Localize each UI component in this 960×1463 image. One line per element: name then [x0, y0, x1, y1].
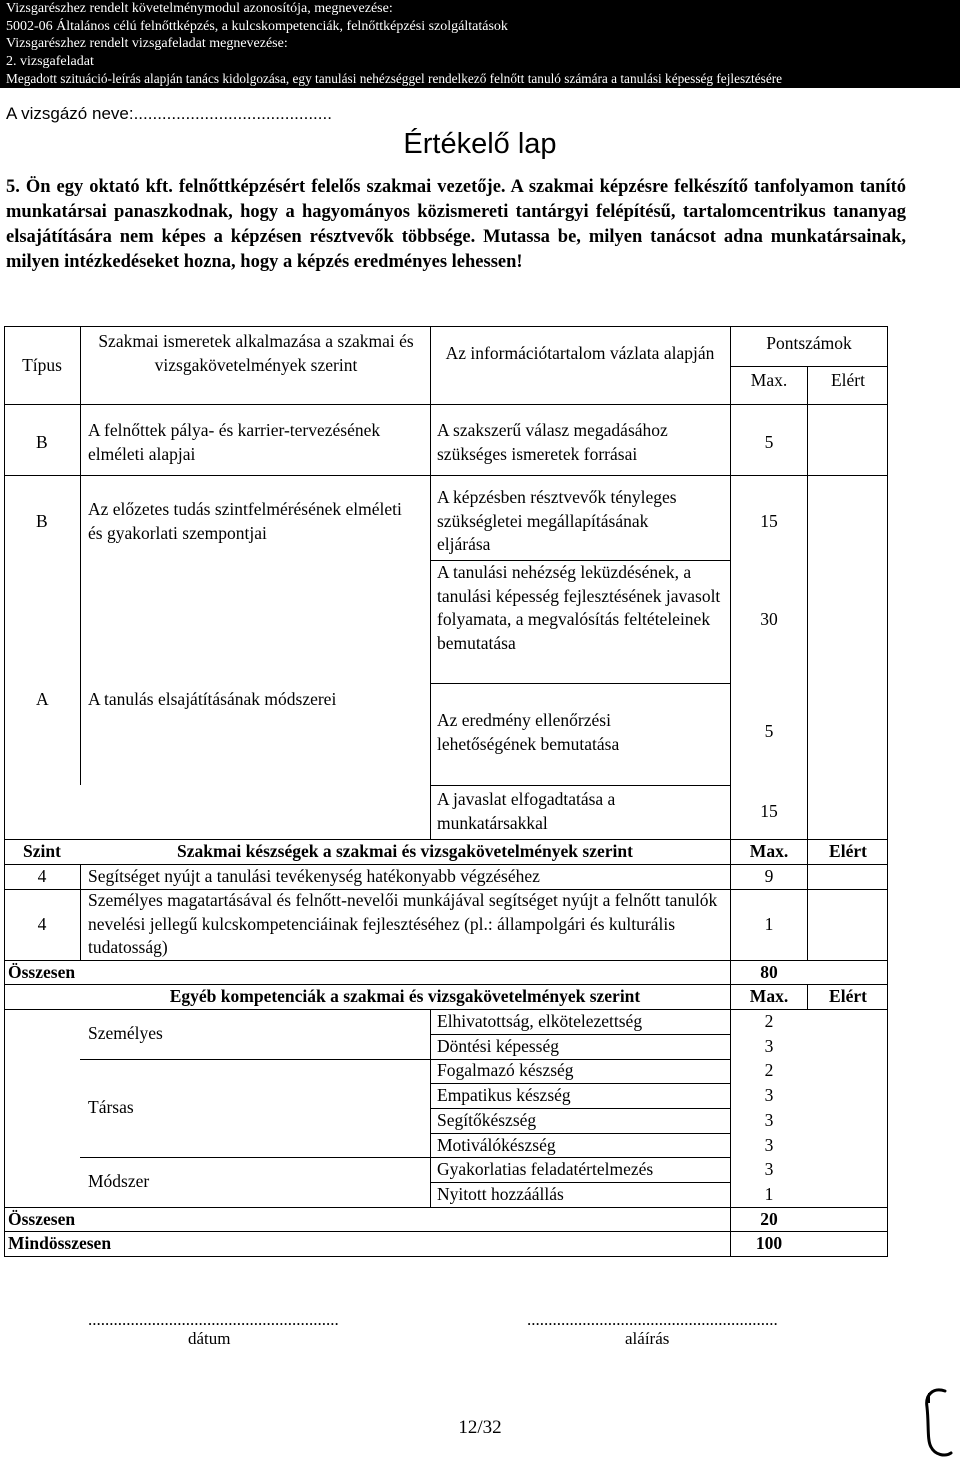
skills-max-header: Max.	[749, 841, 789, 861]
row-max: 15	[760, 801, 778, 821]
skill-level: 4	[37, 914, 47, 934]
examinee-name-field: A vizsgázó neve:..........................................	[6, 104, 332, 123]
competency-max: 2	[764, 1011, 774, 1031]
competency-max: 3	[764, 1085, 774, 1105]
date-label: dátum	[188, 1329, 231, 1348]
total-value: 20	[760, 1209, 778, 1229]
row-type: B	[36, 511, 48, 531]
col-header-achieved: Elért	[830, 370, 865, 390]
header-line-2: 5002-06 Általános célú felnőttképzés, a kulcskompetenciák, felnőttképzési szolgáltatások	[6, 18, 508, 34]
other-achieved-header: Elért	[829, 986, 867, 1006]
competency-item: Elhivatottság, elkötelezettség	[437, 1011, 643, 1031]
skill-text: Személyes magatartásával és felnőtt-nevelői munkájával segítséget nyújt a felnőtt tanulók nevelési jellegű kulcskompetenciáinak fejlesztéséhez (pl.: állampolgári és kulturális tudatosság)	[88, 890, 718, 957]
col-header-knowledge: Szakmai ismeretek alkalmazása a szakmai és vizsgakövetelmények szerint	[98, 331, 414, 375]
header-line-4: 2. vizsgafeladat	[6, 53, 94, 69]
task-description: 5. Ön egy oktató kft. felnőttképzésért felelős szakmai vezetője. A szakmai képzésre felkészítő tanfolyamon tanító munkatársai panaszkodnak, hogy a hagyományos közismereti tantárgyi felépítésű, tartalomcentrikus tananyag elsajátítására nem képes a képzésen résztvevők többsége. Mutassa be, milyen tanácsot adna munkatársainak, milyen intézkedéseket hozna, hogy a képzés eredményes lehessen!	[6, 177, 906, 272]
row-outline: A szakszerű válasz megadásához szükséges ismeretek forrásai	[437, 420, 668, 464]
row-max: 30	[760, 609, 778, 629]
competency-max: 3	[764, 1036, 774, 1056]
row-max: 5	[764, 721, 774, 741]
competency-item: Segítőkészség	[437, 1110, 537, 1130]
grand-total-label: Mindösszesen	[8, 1233, 112, 1253]
skills-achieved-header: Elért	[829, 841, 867, 861]
competency-max: 3	[764, 1159, 774, 1179]
page-number: 12/32	[458, 1417, 502, 1438]
competency-max: 1	[764, 1184, 774, 1204]
col-header-points: Pontszámok	[766, 333, 852, 353]
skill-max: 9	[764, 866, 774, 886]
competency-max: 2	[764, 1060, 774, 1080]
competency-group: Személyes	[88, 1023, 163, 1043]
col-header-outline: Az információtartalom vázlata alapján	[445, 343, 715, 363]
row-knowledge: A tanulás elsajátításának módszerei	[88, 689, 337, 709]
skill-text: Segítséget nyújt a tanulási tevékenység hatékonyabb végzéséhez	[88, 866, 540, 886]
signature-label: aláírás	[625, 1329, 670, 1348]
row-max: 15	[760, 511, 778, 531]
competency-max: 3	[764, 1110, 774, 1130]
row-type: B	[36, 432, 48, 452]
competency-item: Fogalmazó készség	[437, 1060, 574, 1080]
row-knowledge: Az előzetes tudás szintfelmérésének elméleti és gyakorlati szempontjai	[88, 499, 402, 543]
row-outline: A tanulási nehézség leküzdésének, a tanulási képesség fejlesztésének javasolt folyamata, a megvalósítás feltételeinek bemutatása	[437, 562, 721, 653]
page-title: Értékelő lap	[403, 128, 557, 160]
col-header-max: Max.	[750, 370, 788, 390]
competency-item: Motiválókészség	[437, 1135, 556, 1155]
competency-group: Módszer	[88, 1171, 150, 1191]
competency-item: Empatikus készség	[437, 1085, 571, 1105]
total-label: Összesen	[8, 1209, 76, 1229]
row-outline: Az eredmény ellenőrzési lehetőségének bemutatása	[437, 710, 620, 754]
row-outline: A javaslat elfogadtatása a munkatársakkal	[437, 789, 616, 833]
other-competencies-header: Egyéb kompetenciák a szakmai és vizsgakövetelmények szerint	[169, 986, 641, 1006]
row-knowledge: A felnőttek pálya- és karrier-tervezésének elméleti alapjai	[88, 420, 381, 464]
competency-item: Gyakorlatias feladatértelmezés	[437, 1159, 654, 1179]
row-outline: A képzésben résztvevők tényleges szükségletei megállapításának eljárása	[437, 487, 677, 554]
row-type: A	[36, 689, 49, 709]
module-header	[0, 0, 960, 88]
header-line-5: Megadott szituáció-leírás alapján tanács kidolgozása, egy tanulási nehézséggel rendelkező felnőtt tanuló számára a tanulási képesség fejlesztésére	[6, 71, 783, 86]
skills-level-header: Szint	[23, 841, 61, 861]
total-label: Összesen	[8, 962, 76, 982]
skill-max: 1	[764, 914, 774, 934]
competency-item: Nyitott hozzáállás	[437, 1184, 564, 1204]
date-dots: ...........................................................	[88, 1310, 339, 1329]
skill-level: 4	[37, 866, 47, 886]
competency-item: Döntési képesség	[437, 1036, 559, 1056]
competency-max: 3	[764, 1135, 774, 1155]
competency-group: Társas	[88, 1097, 134, 1117]
row-max: 5	[764, 432, 774, 452]
header-line-3: Vizsgarészhez rendelt vizsgafeladat megnevezése:	[6, 36, 288, 51]
grand-total-value: 100	[755, 1233, 783, 1253]
signature-dots: ...........................................................	[527, 1310, 778, 1329]
other-max-header: Max.	[749, 986, 789, 1006]
col-header-type: Típus	[22, 355, 62, 375]
header-line-1: Vizsgarészhez rendelt követelménymodul azonosítója, megnevezése:	[6, 1, 393, 16]
skills-header: Szakmai készségek a szakmai és vizsgakövetelmények szerint	[177, 841, 633, 861]
total-value: 80	[760, 962, 778, 982]
